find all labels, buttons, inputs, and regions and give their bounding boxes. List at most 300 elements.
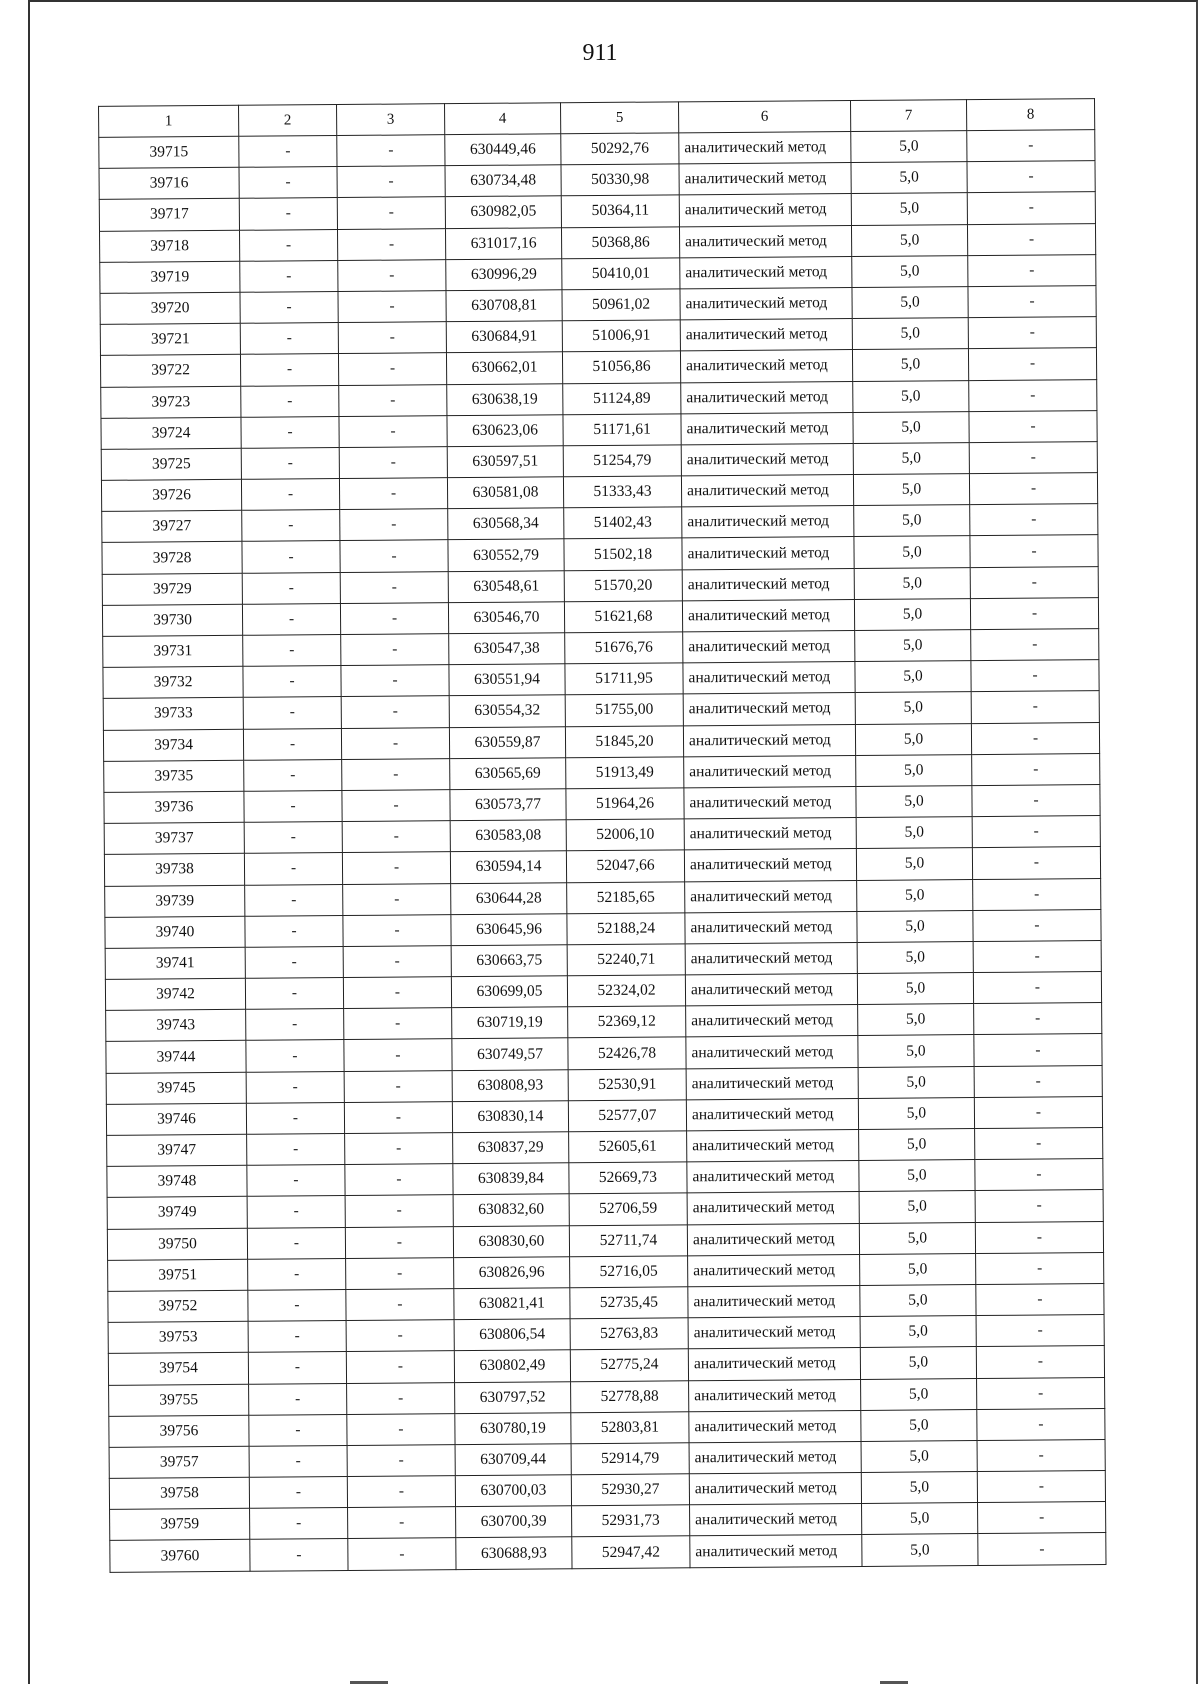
cell-coord-x: 630839,84 — [453, 1163, 569, 1195]
cell-col-2: - — [247, 1196, 345, 1228]
cell-coord-x: 630594,14 — [450, 851, 566, 883]
table-container — [98, 98, 1105, 1572]
cell-accuracy: 5,0 — [852, 349, 968, 381]
column-header-6: 6 — [679, 101, 851, 133]
cell-coord-y: 52706,59 — [569, 1193, 687, 1225]
cell-coord-x: 630780,19 — [455, 1412, 571, 1444]
cell-col-3: - — [342, 821, 450, 853]
cell-col-2: - — [241, 385, 339, 417]
cell-accuracy: 5,0 — [851, 131, 967, 163]
cell-accuracy: 5,0 — [853, 380, 969, 412]
cell-accuracy: 5,0 — [857, 941, 973, 973]
cell-col-2: - — [247, 1227, 345, 1259]
cell-col-2: - — [240, 354, 338, 386]
cell-method: аналитический метод — [683, 693, 855, 726]
cell-col-8: - — [973, 909, 1101, 941]
cell-col-3: - — [343, 914, 451, 946]
cell-method: аналитический метод — [683, 630, 855, 663]
cell-col-8: - — [974, 1065, 1102, 1097]
cell-point-number: 39716 — [99, 167, 239, 199]
cell-method: аналитический метод — [683, 662, 855, 695]
cell-accuracy: 5,0 — [859, 1222, 975, 1254]
cell-col-8: - — [972, 785, 1100, 817]
cell-col-3: - — [347, 1413, 455, 1445]
cell-col-8: - — [972, 753, 1100, 785]
cell-coord-y: 52914,79 — [571, 1443, 689, 1475]
cell-col-2: - — [242, 510, 340, 542]
cell-col-3: - — [339, 447, 447, 479]
cell-point-number: 39725 — [101, 448, 241, 480]
cell-col-3: - — [348, 1538, 456, 1570]
cell-coord-y: 51755,00 — [565, 694, 683, 726]
cell-col-2: - — [244, 790, 342, 822]
cell-col-8: - — [974, 1096, 1102, 1128]
cell-method: аналитический метод — [688, 1285, 860, 1318]
cell-col-2: - — [250, 1539, 348, 1571]
cell-col-2: - — [239, 198, 337, 230]
cell-method: аналитический метод — [679, 163, 851, 196]
cell-point-number: 39731 — [103, 635, 243, 667]
cell-coord-y: 52240,71 — [567, 944, 685, 976]
cell-col-8: - — [974, 1003, 1102, 1035]
cell-accuracy: 5,0 — [854, 536, 970, 568]
cell-col-3: - — [343, 883, 451, 915]
cell-col-3: - — [343, 946, 451, 978]
cell-accuracy: 5,0 — [855, 723, 971, 755]
cell-col-2: - — [246, 1009, 344, 1041]
cell-coord-y: 50961,02 — [562, 289, 680, 321]
cell-coord-y: 52577,07 — [568, 1100, 686, 1132]
cell-coord-y: 52735,45 — [570, 1287, 688, 1319]
cell-col-3: - — [337, 135, 445, 167]
cell-col-8: - — [975, 1128, 1103, 1160]
cell-coord-x: 630688,93 — [456, 1537, 572, 1569]
cell-coord-x: 630734,48 — [445, 165, 561, 197]
cell-col-8: - — [970, 566, 1098, 598]
cell-accuracy: 5,0 — [861, 1440, 977, 1472]
column-header-4: 4 — [445, 103, 561, 135]
cell-coord-y: 51711,95 — [565, 663, 683, 695]
cell-coord-x: 630821,41 — [454, 1288, 570, 1320]
cell-coord-x: 630573,77 — [450, 789, 566, 821]
cell-accuracy: 5,0 — [855, 630, 971, 662]
cell-coord-y: 52006,10 — [566, 819, 684, 851]
cell-coord-x: 630797,52 — [455, 1381, 571, 1413]
cell-coord-x: 630700,03 — [455, 1475, 571, 1507]
cell-col-8: - — [977, 1408, 1105, 1440]
cell-coord-y: 50292,76 — [561, 133, 679, 165]
cell-col-8: - — [967, 130, 1095, 162]
cell-col-8: - — [971, 691, 1099, 723]
cell-col-3: - — [347, 1445, 455, 1477]
cell-col-8: - — [976, 1252, 1104, 1284]
cell-point-number: 39755 — [109, 1384, 249, 1416]
cell-accuracy: 5,0 — [859, 1129, 975, 1161]
cell-col-3: - — [342, 758, 450, 790]
cell-col-2: - — [244, 853, 342, 885]
cell-col-2: - — [246, 1071, 344, 1103]
cell-method: аналитический метод — [679, 194, 851, 227]
cell-col-3: - — [344, 1039, 452, 1071]
cell-col-8: - — [976, 1346, 1104, 1378]
cell-point-number: 39732 — [103, 666, 243, 698]
column-header-3: 3 — [337, 104, 445, 136]
cell-method: аналитический метод — [682, 599, 854, 632]
cell-col-3: - — [347, 1382, 455, 1414]
cell-coord-y: 51006,91 — [562, 320, 680, 352]
cell-col-2: - — [245, 915, 343, 947]
cell-point-number: 39742 — [105, 978, 245, 1010]
cell-point-number: 39740 — [105, 916, 245, 948]
cell-point-number: 39744 — [106, 1041, 246, 1073]
cell-col-8: - — [975, 1190, 1103, 1222]
cell-col-8: - — [967, 161, 1095, 193]
cell-coord-y: 50330,98 — [561, 164, 679, 196]
cell-col-2: - — [241, 447, 339, 479]
cell-coord-x: 630806,54 — [454, 1319, 570, 1351]
cell-col-2: - — [249, 1477, 347, 1509]
cell-coord-x: 630548,61 — [448, 570, 564, 602]
cell-coord-x: 630684,91 — [446, 321, 562, 353]
cell-method: аналитический метод — [682, 506, 854, 539]
cell-coord-y: 51913,49 — [566, 757, 684, 789]
cell-point-number: 39737 — [104, 822, 244, 854]
column-header-2: 2 — [239, 105, 337, 137]
cell-method: аналитический метод — [687, 1192, 859, 1225]
cell-col-3: - — [348, 1507, 456, 1539]
cell-accuracy: 5,0 — [857, 973, 973, 1005]
cell-coord-x: 630581,08 — [447, 477, 563, 509]
cell-point-number: 39756 — [109, 1415, 249, 1447]
cell-point-number: 39754 — [108, 1353, 248, 1385]
cell-coord-x: 630552,79 — [448, 539, 564, 571]
cell-coord-y: 52763,83 — [570, 1318, 688, 1350]
cell-col-3: - — [341, 696, 449, 728]
cell-coord-x: 630568,34 — [448, 508, 564, 540]
cell-point-number: 39730 — [102, 604, 242, 636]
cell-accuracy: 5,0 — [857, 910, 973, 942]
cell-col-3: - — [346, 1257, 454, 1289]
coordinates-table — [98, 98, 1106, 1572]
cell-point-number: 39735 — [104, 760, 244, 792]
cell-coord-y: 52931,73 — [572, 1505, 690, 1537]
cell-col-2: - — [248, 1289, 346, 1321]
cell-accuracy: 5,0 — [851, 162, 967, 194]
cell-col-8: - — [976, 1315, 1104, 1347]
cell-col-2: - — [244, 759, 342, 791]
cell-point-number: 39747 — [107, 1134, 247, 1166]
cell-coord-x: 630623,06 — [447, 414, 563, 446]
cell-accuracy: 5,0 — [860, 1284, 976, 1316]
cell-col-8: - — [970, 504, 1098, 536]
cell-method: аналитический метод — [689, 1473, 861, 1506]
cell-coord-x: 630554,32 — [449, 695, 565, 727]
cell-method: аналитический метод — [686, 1036, 858, 1069]
cell-col-2: - — [248, 1352, 346, 1384]
cell-coord-y: 52047,66 — [566, 850, 684, 882]
cell-col-8: - — [970, 597, 1098, 629]
cell-accuracy: 5,0 — [858, 1097, 974, 1129]
cell-method: аналитический метод — [681, 412, 853, 445]
cell-coord-y: 51254,79 — [563, 445, 681, 477]
cell-col-3: - — [341, 665, 449, 697]
cell-coord-x: 630749,57 — [452, 1038, 568, 1070]
cell-col-3: - — [337, 166, 445, 198]
column-header-1: 1 — [99, 105, 239, 137]
cell-coord-y: 50368,86 — [561, 226, 679, 258]
cell-col-3: - — [342, 790, 450, 822]
cell-col-8: - — [968, 286, 1096, 318]
cell-col-3: - — [339, 415, 447, 447]
cell-method: аналитический метод — [685, 911, 857, 944]
cell-coord-y: 52324,02 — [567, 975, 685, 1007]
cell-coord-y: 52188,24 — [567, 913, 685, 945]
cell-accuracy: 5,0 — [858, 1066, 974, 1098]
cell-coord-y: 52803,81 — [571, 1411, 689, 1443]
cell-method: аналитический метод — [681, 443, 853, 476]
cell-accuracy: 5,0 — [852, 287, 968, 319]
cell-coord-y: 52778,88 — [571, 1380, 689, 1412]
cell-coord-y: 51402,43 — [564, 507, 682, 539]
cell-coord-x: 630662,01 — [446, 352, 562, 384]
cell-point-number: 39722 — [100, 355, 240, 387]
cell-col-2: - — [244, 822, 342, 854]
cell-accuracy: 5,0 — [858, 1035, 974, 1067]
cell-coord-x: 630802,49 — [454, 1350, 570, 1382]
cell-point-number: 39723 — [101, 386, 241, 418]
cell-col-2: - — [239, 136, 337, 168]
cell-col-3: - — [341, 727, 449, 759]
cell-coord-x: 630996,29 — [446, 259, 562, 291]
cell-col-2: - — [246, 1102, 344, 1134]
cell-coord-x: 630583,08 — [450, 820, 566, 852]
cell-col-3: - — [340, 602, 448, 634]
cell-coord-y: 51171,61 — [563, 414, 681, 446]
cell-col-3: - — [338, 259, 446, 291]
cell-point-number: 39733 — [103, 698, 243, 730]
cell-coord-x: 630832,60 — [453, 1194, 569, 1226]
cell-method: аналитический метод — [689, 1379, 861, 1412]
cell-col-3: - — [338, 291, 446, 323]
cell-coord-y: 51676,76 — [565, 632, 683, 664]
column-header-5: 5 — [561, 102, 679, 134]
cell-method: аналитический метод — [680, 256, 852, 289]
cell-coord-x: 630663,75 — [451, 945, 567, 977]
cell-coord-y: 51845,20 — [565, 725, 683, 757]
cell-method: аналитический метод — [687, 1161, 859, 1194]
cell-method: аналитический метод — [686, 1005, 858, 1038]
cell-col-2: - — [242, 603, 340, 635]
cell-method: аналитический метод — [680, 287, 852, 320]
cell-point-number: 39734 — [103, 729, 243, 761]
cell-accuracy: 5,0 — [861, 1409, 977, 1441]
cell-col-3: - — [339, 478, 447, 510]
cell-coord-y: 52605,61 — [569, 1131, 687, 1163]
cell-method: аналитический метод — [682, 568, 854, 601]
cell-coord-x: 630559,87 — [449, 726, 565, 758]
cell-coord-y: 52426,78 — [568, 1037, 686, 1069]
cell-coord-y: 52775,24 — [570, 1349, 688, 1381]
page-number: 911 — [582, 40, 618, 66]
cell-col-3: - — [345, 1226, 453, 1258]
cell-coord-x: 630551,94 — [449, 664, 565, 696]
cell-point-number: 39746 — [106, 1103, 246, 1135]
cell-col-2: - — [243, 728, 341, 760]
cell-method: аналитический метод — [684, 755, 856, 788]
cell-point-number: 39715 — [99, 136, 239, 168]
cell-coord-y: 51124,89 — [563, 382, 681, 414]
cell-coord-y: 52716,05 — [570, 1256, 688, 1288]
cell-coord-y: 50364,11 — [561, 195, 679, 227]
cell-point-number: 39757 — [109, 1446, 249, 1478]
cell-col-8: - — [968, 348, 1096, 380]
cell-point-number: 39718 — [99, 230, 239, 262]
cell-accuracy: 5,0 — [858, 1004, 974, 1036]
cell-point-number: 39717 — [99, 199, 239, 231]
cell-coord-x: 630638,19 — [447, 383, 563, 415]
cell-col-8: - — [978, 1533, 1106, 1565]
cell-method: аналитический метод — [685, 880, 857, 913]
cell-accuracy: 5,0 — [853, 411, 969, 443]
cell-coord-y: 51964,26 — [566, 788, 684, 820]
cell-col-3: - — [342, 852, 450, 884]
cell-col-3: - — [345, 1133, 453, 1165]
cell-coord-y: 52369,12 — [568, 1006, 686, 1038]
cell-coord-y: 50410,01 — [562, 258, 680, 290]
cell-col-3: - — [345, 1195, 453, 1227]
cell-coord-y: 52185,65 — [567, 881, 685, 913]
cell-coord-y: 51570,20 — [564, 569, 682, 601]
cell-accuracy: 5,0 — [859, 1160, 975, 1192]
cell-accuracy: 5,0 — [852, 255, 968, 287]
cell-col-2: - — [248, 1321, 346, 1353]
cell-method: аналитический метод — [686, 1098, 858, 1131]
cell-method: аналитический метод — [687, 1129, 859, 1162]
cell-accuracy: 5,0 — [852, 318, 968, 350]
cell-accuracy: 5,0 — [855, 661, 971, 693]
cell-method: аналитический метод — [681, 381, 853, 414]
cell-accuracy: 5,0 — [854, 567, 970, 599]
cell-col-2: - — [249, 1414, 347, 1446]
cell-point-number: 39720 — [100, 292, 240, 324]
cell-col-8: - — [973, 972, 1101, 1004]
cell-point-number: 39721 — [100, 323, 240, 355]
cell-col-8: - — [967, 192, 1095, 224]
cell-accuracy: 5,0 — [860, 1316, 976, 1348]
cell-col-8: - — [972, 816, 1100, 848]
cell-point-number: 39719 — [100, 261, 240, 293]
cell-accuracy: 5,0 — [861, 1378, 977, 1410]
cell-coord-x: 630837,29 — [453, 1132, 569, 1164]
cell-accuracy: 5,0 — [862, 1503, 978, 1535]
cell-point-number: 39739 — [105, 885, 245, 917]
cell-col-8: - — [978, 1502, 1106, 1534]
cell-method: аналитический метод — [688, 1254, 860, 1287]
cell-method: аналитический метод — [684, 849, 856, 882]
cell-col-8: - — [968, 317, 1096, 349]
cell-col-3: - — [339, 384, 447, 416]
cell-col-3: - — [345, 1164, 453, 1196]
cell-col-3: - — [340, 509, 448, 541]
cell-point-number: 39743 — [106, 1010, 246, 1042]
cell-col-3: - — [343, 977, 451, 1009]
cell-col-8: - — [972, 847, 1100, 879]
cell-col-2: - — [249, 1383, 347, 1415]
column-header-8: 8 — [966, 99, 1094, 131]
column-header-7: 7 — [850, 100, 966, 132]
cell-col-2: - — [241, 479, 339, 511]
cell-coord-x: 630644,28 — [451, 882, 567, 914]
cell-accuracy: 5,0 — [856, 786, 972, 818]
cell-accuracy: 5,0 — [854, 598, 970, 630]
cell-coord-x: 630645,96 — [451, 913, 567, 945]
cell-accuracy: 5,0 — [853, 442, 969, 474]
cell-col-8: - — [970, 535, 1098, 567]
cell-coord-y: 52530,91 — [568, 1068, 686, 1100]
cell-method: аналитический метод — [683, 724, 855, 757]
cell-coord-x: 630808,93 — [452, 1069, 568, 1101]
cell-method: аналитический метод — [680, 350, 852, 383]
cell-col-2: - — [247, 1134, 345, 1166]
cell-coord-y: 52947,42 — [572, 1536, 690, 1568]
cell-method: аналитический метод — [688, 1317, 860, 1350]
cell-point-number: 39751 — [108, 1259, 248, 1291]
cell-method: аналитический метод — [689, 1410, 861, 1443]
cell-col-3: - — [338, 353, 446, 385]
cell-col-8: - — [971, 722, 1099, 754]
cell-method: аналитический метод — [684, 786, 856, 819]
cell-col-8: - — [974, 1034, 1102, 1066]
cell-method: аналитический метод — [690, 1535, 862, 1568]
cell-col-8: - — [971, 629, 1099, 661]
cell-method: аналитический метод — [686, 1067, 858, 1100]
cell-col-2: - — [245, 884, 343, 916]
table-body — [99, 130, 1106, 1572]
cell-accuracy: 5,0 — [860, 1347, 976, 1379]
cell-point-number: 39727 — [102, 511, 242, 543]
cell-col-8: - — [976, 1283, 1104, 1315]
cell-col-3: - — [346, 1351, 454, 1383]
cell-coord-x: 630830,14 — [452, 1101, 568, 1133]
cell-col-2: - — [248, 1258, 346, 1290]
cell-col-8: - — [969, 441, 1097, 473]
cell-col-2: - — [243, 635, 341, 667]
cell-col-8: - — [969, 379, 1097, 411]
cell-col-2: - — [240, 291, 338, 323]
cell-accuracy: 5,0 — [860, 1253, 976, 1285]
cell-col-8: - — [973, 940, 1101, 972]
cell-col-8: - — [969, 410, 1097, 442]
cell-coord-x: 630708,81 — [446, 290, 562, 322]
cell-method: аналитический метод — [685, 942, 857, 975]
cell-point-number: 39749 — [107, 1197, 247, 1229]
cell-coord-x: 630700,39 — [456, 1506, 572, 1538]
cell-coord-x: 630709,44 — [455, 1444, 571, 1476]
cell-col-2: - — [250, 1508, 348, 1540]
cell-col-2: - — [246, 1040, 344, 1072]
cell-method: аналитический метод — [682, 537, 854, 570]
cell-point-number: 39729 — [102, 573, 242, 605]
cell-point-number: 39724 — [101, 417, 241, 449]
cell-col-8: - — [968, 254, 1096, 286]
cell-col-3: - — [340, 540, 448, 572]
cell-point-number: 39736 — [104, 791, 244, 823]
cell-coord-x: 630719,19 — [452, 1007, 568, 1039]
cell-method: аналитический метод — [689, 1441, 861, 1474]
cell-method: аналитический метод — [681, 475, 853, 508]
cell-col-2: - — [243, 666, 341, 698]
cell-coord-x: 630982,05 — [445, 196, 561, 228]
